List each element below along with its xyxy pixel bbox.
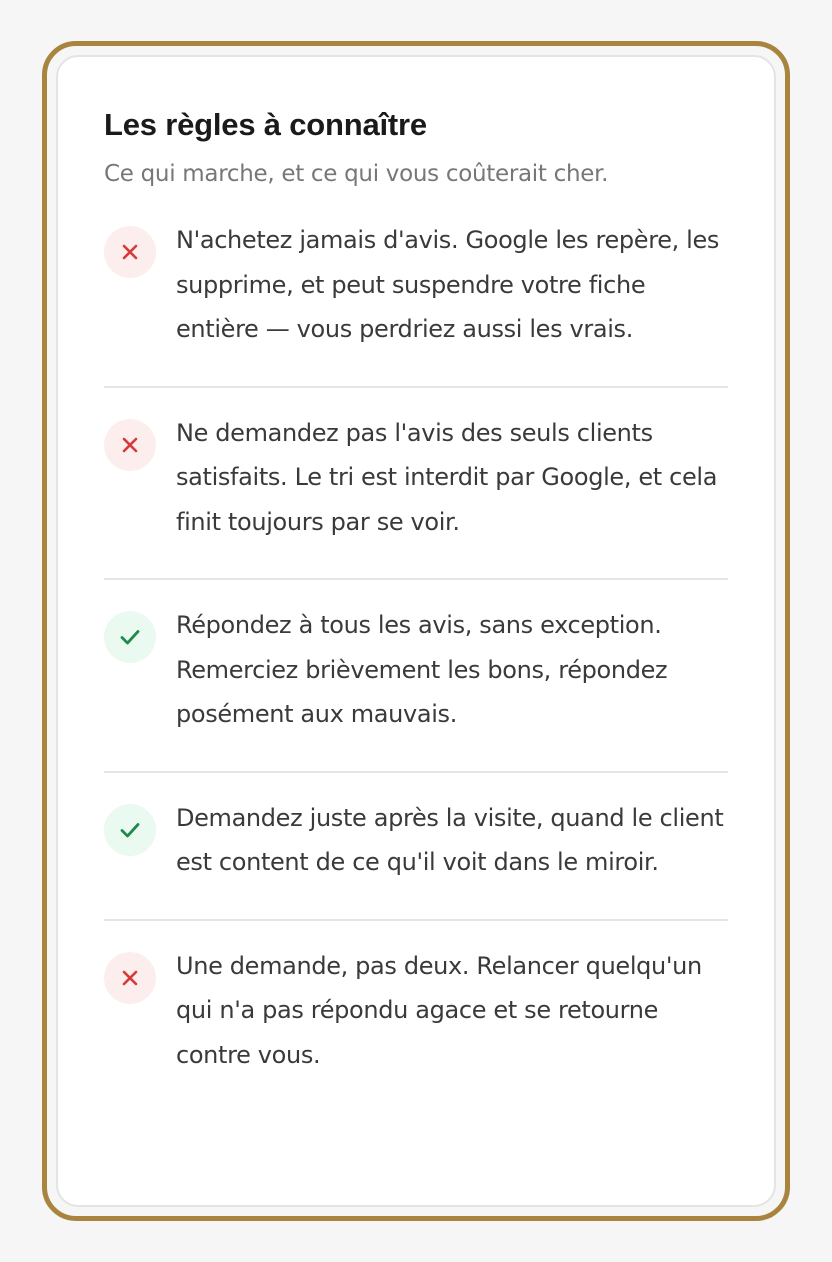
rules-card <box>56 55 776 1207</box>
rule-item <box>104 773 728 921</box>
rules-list <box>104 208 728 1111</box>
rule-item <box>104 208 728 388</box>
rule-item <box>104 580 728 773</box>
rule-text: Demandez juste après la visite, quand le client est content de ce qu'il voit dans le miroir. <box>176 803 724 876</box>
rule-text: Ne demandez pas l'avis des seuls clients satisfaits. Le tri est interdit par Google, et cela finit toujours par se voir. <box>176 418 718 536</box>
rule-text: Répondez à tous les avis, sans exception. Remerciez brièvement les bons, répondez posément aux mauvais. <box>176 611 668 728</box>
rule-text: Une demande, pas deux. Relancer quelqu'un qui n'a pas répondu agace et se retourne contre vous. <box>176 951 702 1069</box>
check-icon <box>104 804 156 856</box>
card-subtitle: Ce qui marche, et ce qui vous coûterait cher. <box>104 161 609 187</box>
cross-icon <box>104 419 156 471</box>
rule-item <box>104 388 728 581</box>
check-icon <box>104 611 156 663</box>
cross-icon <box>104 226 156 278</box>
rule-text: N'achetez jamais d'avis. Google les repère, les supprime, et peut suspendre votre fiche entière — vous perdriez aussi les vrais. <box>176 226 720 343</box>
cross-icon <box>104 952 156 1004</box>
rule-item <box>104 921 728 1112</box>
card-title: Les règles à connaître <box>104 107 427 142</box>
